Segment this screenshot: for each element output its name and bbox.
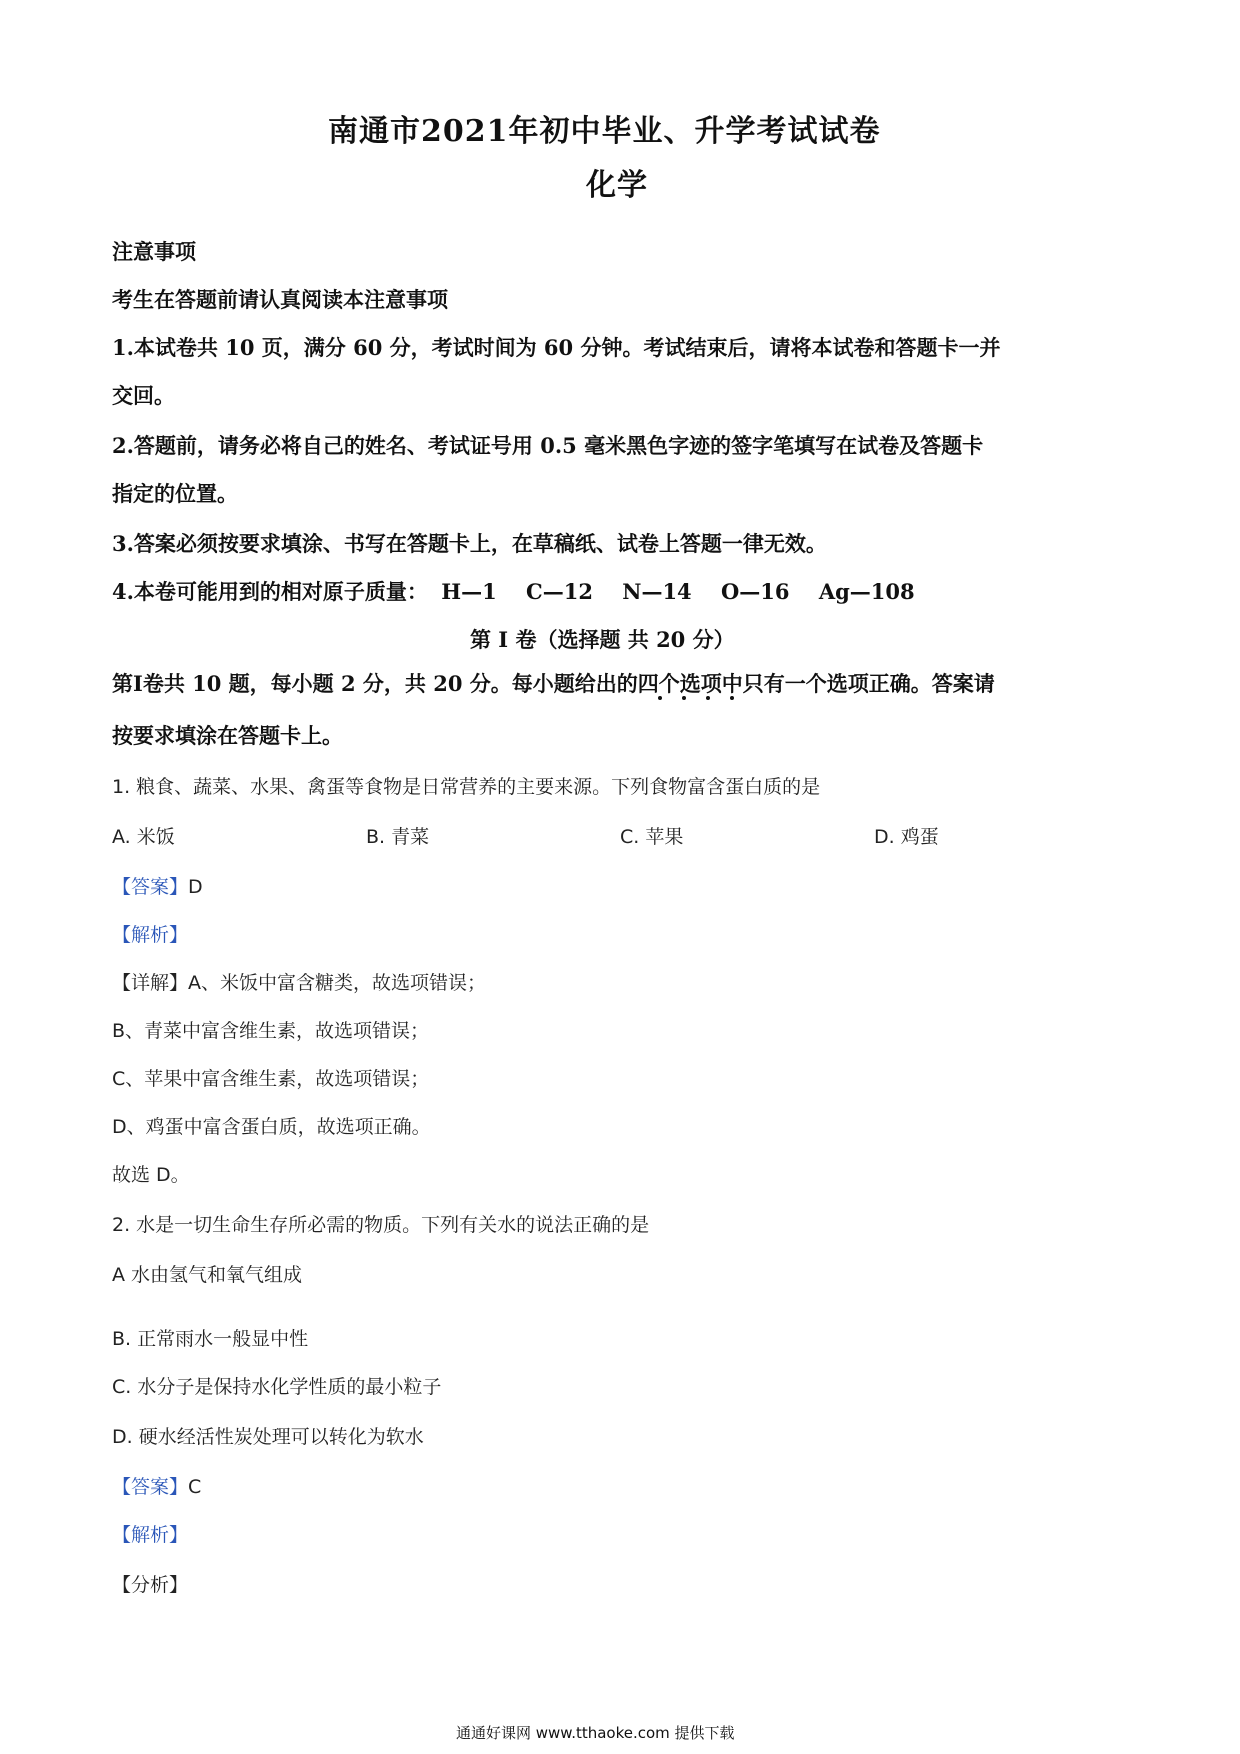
answer-value: D — [188, 876, 203, 898]
instr-text: 选项正确。答案请 — [826, 671, 995, 696]
answer-tag: 【答案】 — [112, 876, 189, 898]
q2-answer — [112, 1472, 201, 1499]
q1-option-b: B. 青菜 — [366, 826, 430, 848]
section-instructions — [112, 668, 995, 698]
notice-item-1: 1.本试卷共 10 页，满分 60 分，考试时间为 60 分钟。考试结束后，请将本试卷和答题卡一并 — [112, 335, 1001, 360]
q1-option-c: C. 苹果 — [620, 826, 684, 848]
notice-intro: 考生在答题前请认真阅读本注意事项 — [112, 287, 448, 312]
notice-heading: 注意事项 — [112, 239, 196, 264]
q2-fenxi-tag: 【分析】 — [112, 1574, 189, 1596]
answer-value: C — [188, 1476, 202, 1498]
footer-source: 通通好课网 www.tthaoke.com 提供下载 — [456, 1724, 735, 1742]
notice-item-4 — [112, 576, 915, 606]
q1-detail-line: B、青菜中富含维生素，故选项错误； — [112, 1020, 430, 1042]
atomic-mass: N—14 — [622, 579, 692, 604]
instr-text: 第I卷共 10 题，每小题 2 分，共 20 分。每小题给出的四个选项中 — [112, 671, 743, 696]
q2-option-b: B. 正常雨水一般显中性 — [112, 1328, 309, 1350]
subject-title: 化学 — [586, 168, 648, 203]
q2-option-c: C. 水分子是保持水化学性质的最小粒子 — [112, 1376, 442, 1398]
q1-stem: 1. 粮食、蔬菜、水果、禽蛋等食物是日常营养的主要来源。下列食物富含蛋白质的是 — [112, 776, 821, 798]
detail-line: A、米饭中富含糖类，故选项错误； — [188, 972, 487, 994]
notice-item-1-cont: 交回。 — [112, 383, 175, 408]
atomic-mass: C—12 — [526, 579, 593, 604]
q1-analysis-tag: 【解析】 — [112, 924, 189, 946]
q1-option-a: A. 米饭 — [112, 826, 175, 848]
answer-tag: 【答案】 — [112, 1476, 189, 1498]
atomic-mass: H—1 — [441, 579, 497, 604]
q2-analysis-tag: 【解析】 — [112, 1524, 189, 1546]
notice-item-2-cont: 指定的位置。 — [112, 481, 238, 506]
exam-title: 南通市2021年初中毕业、升学考试试卷 — [328, 114, 881, 149]
q1-detail — [112, 968, 486, 995]
q1-answer — [112, 872, 203, 899]
section-instructions-cont: 按要求填涂在答题卡上。 — [112, 723, 343, 748]
q2-option-d: D. 硬水经活性炭处理可以转化为软水 — [112, 1426, 424, 1448]
notice-item-3: 3.答案必须按要求填涂、书写在答题卡上，在草稿纸、试卷上答题一律无效。 — [112, 531, 827, 556]
emphasis-dots — [743, 671, 827, 696]
instr-emphasis: 只有一个 — [742, 671, 827, 696]
q2-stem: 2. 水是一切生命生存所必需的物质。下列有关水的说法正确的是 — [112, 1214, 650, 1236]
notice-item-4-label: 4.本卷可能用到的相对原子质量： — [112, 579, 428, 604]
section-heading: 第 I 卷（选择题 共 20 分） — [470, 627, 735, 652]
q1-conclusion: 故选 D。 — [112, 1164, 190, 1186]
atomic-mass: Ag—108 — [818, 579, 915, 604]
atomic-mass: O—16 — [720, 579, 790, 604]
q2-option-a: A 水由氢气和氧气组成 — [112, 1264, 303, 1286]
q1-option-d: D. 鸡蛋 — [874, 826, 939, 848]
notice-item-2: 2.答题前，请务必将自己的姓名、考试证号用 0.5 毫米黑色字迹的签字笔填写在试卷及答题卡 — [112, 433, 984, 458]
emphasis-dot-marks — [648, 692, 744, 704]
detail-tag: 【详解】 — [112, 972, 189, 994]
q1-detail-line: D、鸡蛋中富含蛋白质，故选项正确。 — [112, 1116, 431, 1138]
q1-detail-line: C、苹果中富含维生素，故选项错误； — [112, 1068, 430, 1090]
